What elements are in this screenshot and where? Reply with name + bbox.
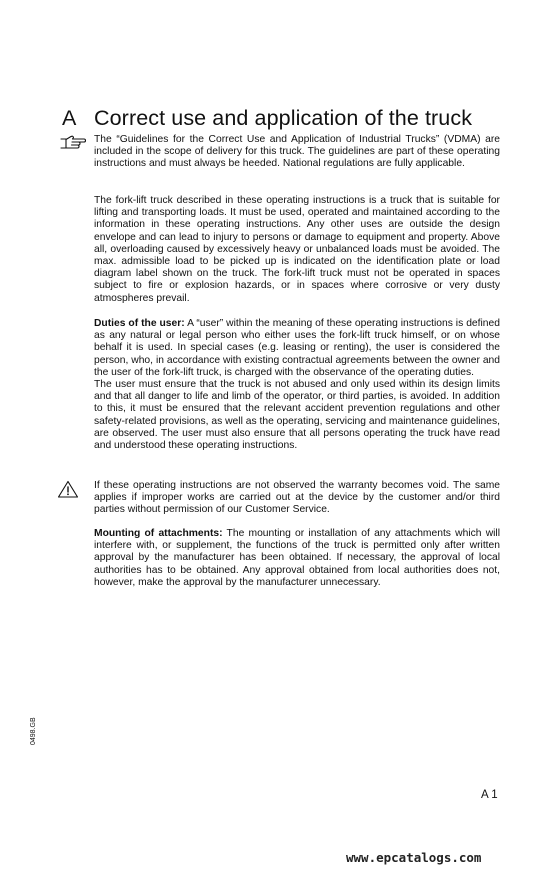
attachments-heading: Mounting of attachments: (94, 528, 223, 539)
section-letter: A (62, 106, 77, 131)
title-text: Correct use and application of the truck (94, 106, 473, 131)
watermark-url: www.epcatalogs.com (346, 850, 482, 865)
page-title (62, 106, 472, 131)
paragraph-user-obligations: The user must ensure that the truck is not abused and only used within its design limits and that all danger to life and limb of the operator, or third parties, is avoided. In addition to this, it must be ensured that the relevant accident prevention regulations and other safety-related provisions, as well as the operating, servicing and maintenance guidelines, are observed. The user must also ensure that all persons operating the truck have read and understood these operating instructions. (94, 379, 500, 452)
paragraph-vdma-guidelines: The “Guidelines for the Correct Use and Application of Industrial Trucks” (VDMA) are included in the scope of delivery for this truck. The guidelines are part of these operating instructions and must always be heeded. National regulations are fully applicable. (94, 134, 500, 170)
warning-triangle-icon (57, 480, 79, 503)
paragraph-warranty: If these operating instructions are not observed the warranty becomes void. The same applies if improper works are carried out at the device by the customer and/or third parties without permission of our Customer Service. (94, 480, 500, 516)
paragraph-intended-use: The fork-lift truck described in these operating instructions is a truck that is suitable for lifting and transporting loads. It must be used, operated and maintained according to the information in these operating instructions. Any other uses are outside the design envelope and can lead to injury to persons or damage to equipment and property. Above all, overloading caused by excessively heavy or unbalanced loads must be avoided. The max. admissible load to be picked up is indicated on the identification plate or load diagram label shown on the truck. The fork-lift truck must not be operated in spaces subject to fire or explosion hazards, or in spaces where corrosive or very dusty atmospheres prevail. (94, 195, 500, 304)
page-number: A 1 (481, 789, 498, 801)
attachments-body: The mounting or installation of any attachments which will interfere with, or supplement, the functions of the truck is permitted only after written approval by the manufacturer has been obtained. If necessary, the approval of local authorities has to be obtained. Any approval obtained from local authorities does not, however, make the approval by the manufacturer unnecessary. (94, 528, 500, 588)
duties-heading: Duties of the user: (94, 318, 185, 329)
duties-body: A “user” within the meaning of these operating instructions is defined as any natural or legal person who either uses the fork-lift truck himself, or on whose behalf it is used. In special cases (e.g. leasing or renting), the user is considered the person, who, in accordance with existing contractual agreements between the owner and the user of the fork-lift truck, is charged with the observance of the operating duties. (94, 318, 500, 378)
pointing-hand-icon (60, 134, 86, 155)
paragraph-duties-of-user (94, 318, 500, 379)
document-code: 0498.GB (30, 717, 37, 745)
paragraph-attachments (94, 528, 500, 589)
